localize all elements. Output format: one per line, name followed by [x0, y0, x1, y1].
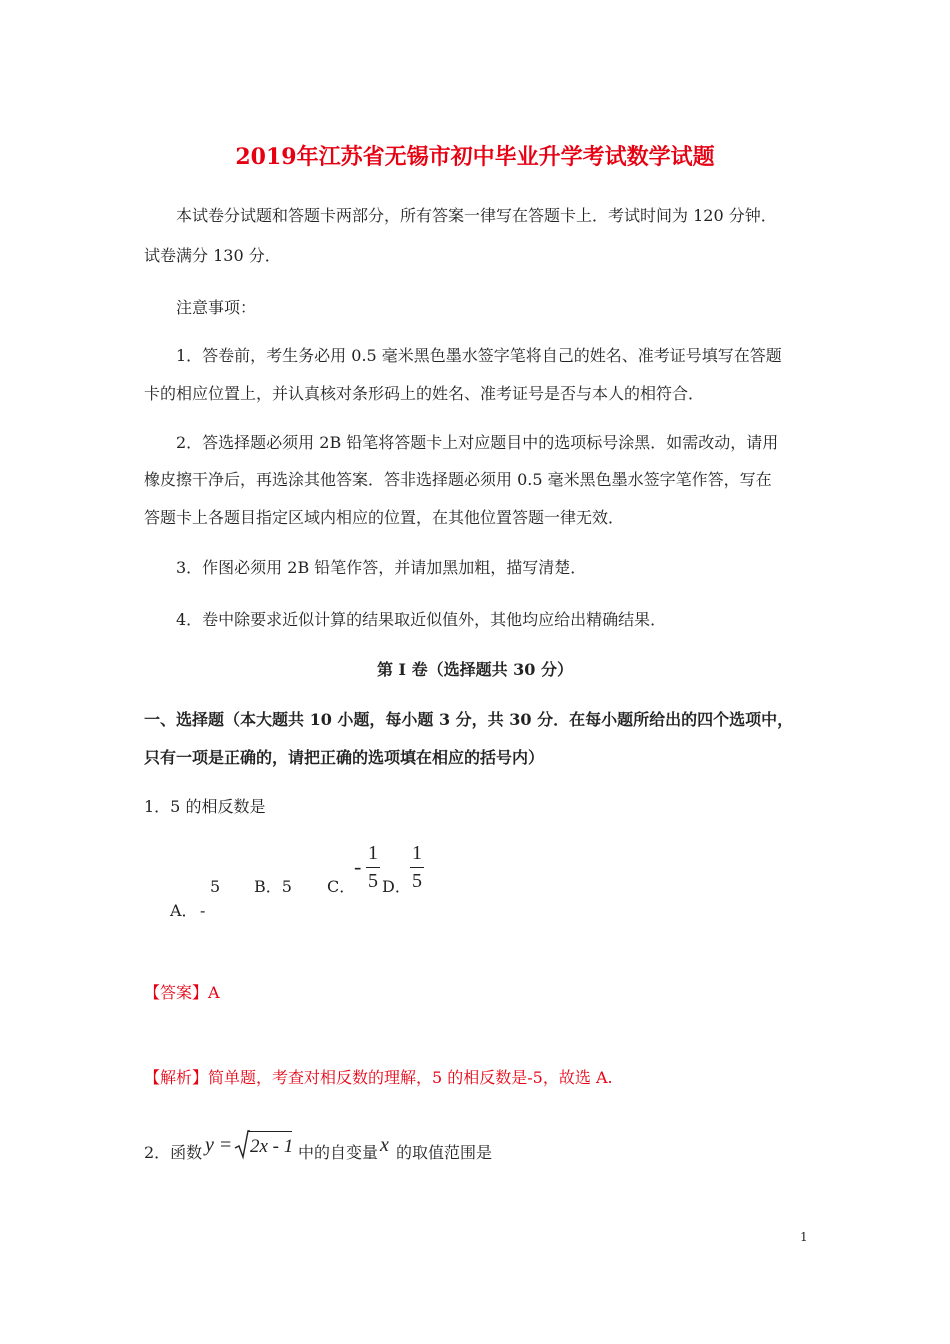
note-1-line-1: 1．答卷前，考生务必用 0.5 毫米黑色墨水签字笔将自己的姓名、准考证号填写在答题	[176, 346, 782, 365]
section-title: 第 I 卷（选择题共 30 分）	[376, 660, 574, 679]
option-a-value: 5	[210, 877, 221, 896]
question-2-suffix: 的取值范围是	[396, 1143, 493, 1162]
variable-x: x	[380, 1134, 389, 1156]
question-1-stem: 1．5 的相反数是	[144, 797, 266, 816]
option-c-denominator: 5	[368, 870, 378, 892]
note-2-line-3: 答题卡上各题目指定区域内相应的位置，在其他位置答题一律无效．	[144, 508, 625, 527]
answer-1: 【答案】A	[144, 983, 220, 1002]
option-a-minus: -	[200, 901, 206, 920]
intro-line-1: 本试卷分试题和答题卡两部分，所有答案一律写在答题卡上．考试时间为 120 分钟．	[176, 206, 777, 225]
part-one-line-1: 一、选择题（本大题共 10 小题，每小题 3 分，共 30 分．在每小题所给出的四个选项中，	[144, 710, 794, 729]
note-3: 3．作图必须用 2B 铅笔作答，并请加黑加粗，描写清楚．	[176, 558, 587, 577]
analysis-1: 【解析】简单题，考查对相反数的理解，5 的相反数是-5，故选 A.	[144, 1068, 613, 1087]
option-b: B．5	[254, 877, 292, 896]
note-4: 4．卷中除要求近似计算的结果取近似值外，其他均应给出精确结果．	[176, 610, 667, 629]
function-y: y	[205, 1134, 214, 1156]
option-c-minus: -	[354, 854, 362, 879]
intro-line-2: 试卷满分 130 分．	[144, 246, 281, 265]
note-2-line-1: 2．答选择题必须用 2B 铅笔将答题卡上对应题目中的选项标号涂黑．如需改动，请用	[176, 433, 779, 452]
part-one-line-2: 只有一项是正确的，请把正确的选项填在相应的括号内）	[144, 748, 545, 767]
option-c-label: C．	[327, 877, 356, 896]
radicand: 2x - 1	[250, 1136, 294, 1157]
option-c-numerator: 1	[368, 842, 378, 864]
page-number: 1	[800, 1230, 808, 1244]
option-c-fraction	[366, 842, 380, 893]
question-2-middle: 中的自变量	[298, 1143, 379, 1162]
option-a-label: A．	[170, 901, 198, 920]
option-d-fraction	[410, 842, 424, 893]
option-d-label: D．	[382, 877, 411, 896]
document-title: 2019年江苏省无锡市初中毕业升学考试数学试题	[235, 144, 715, 170]
note-1-line-2: 卡的相应位置上，并认真核对条形码上的姓名、准考证号是否与本人的相符合．	[144, 384, 705, 403]
option-d-denominator: 5	[412, 870, 422, 892]
option-c-fraction-bar	[366, 867, 380, 868]
note-2-line-2: 橡皮擦干净后，再选涂其他答案．答非选择题必须用 0.5 毫米黑色墨水签字笔作答，写在	[144, 470, 772, 489]
question-2-prefix: 2．函数	[144, 1143, 203, 1162]
equals-sign: =	[220, 1134, 232, 1156]
option-d-fraction-bar	[410, 867, 424, 868]
sqrt-vinculum	[248, 1131, 292, 1132]
notes-heading: 注意事项：	[176, 298, 257, 317]
option-d-numerator: 1	[412, 842, 422, 864]
sqrt-icon	[234, 1130, 250, 1160]
